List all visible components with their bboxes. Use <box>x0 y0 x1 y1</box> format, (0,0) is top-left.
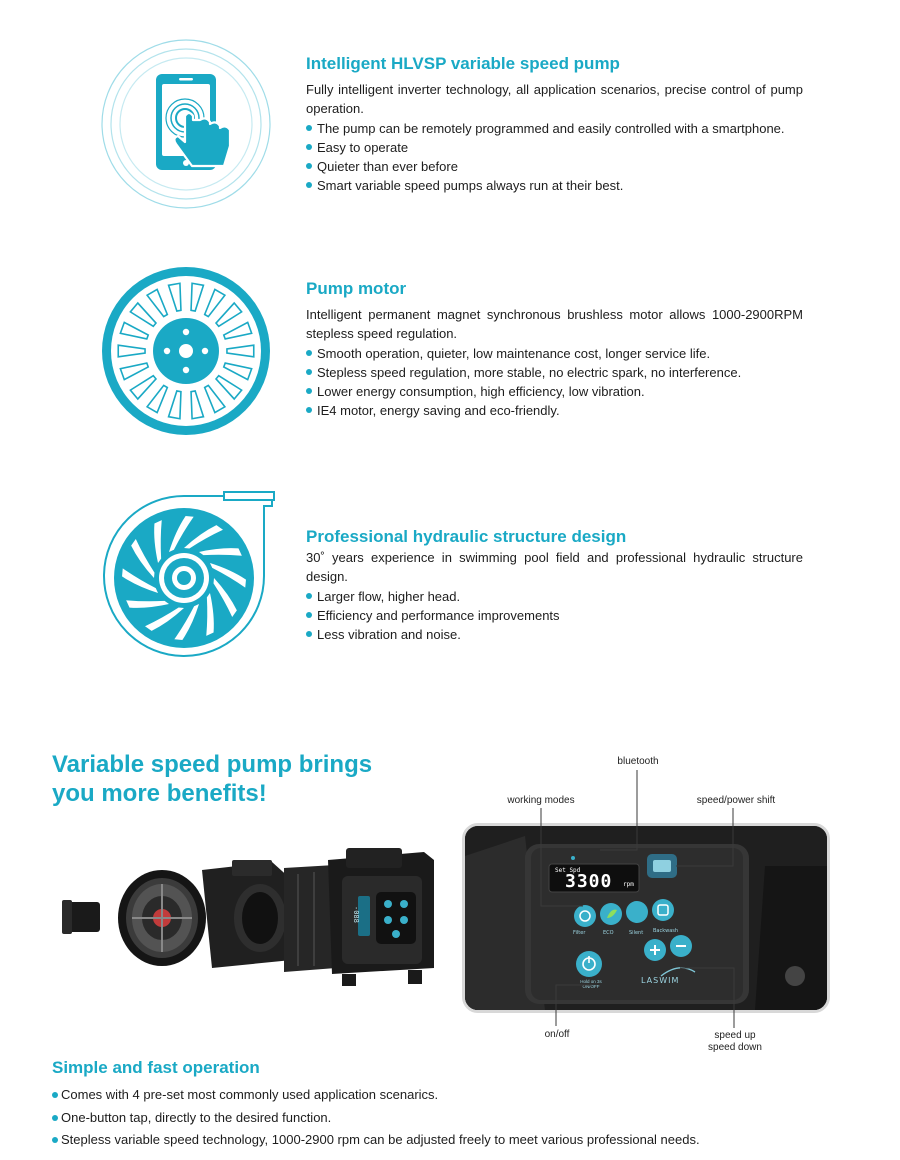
mode-label-eco: ECO <box>603 930 614 936</box>
simple-operation-list <box>52 1084 852 1152</box>
list-item: Comes with 4 pre-set most commonly used application scenarics. <box>52 1084 852 1107</box>
mode-label-silent: Silent <box>629 930 644 936</box>
list-item: Easy to operate <box>306 138 803 157</box>
list-item: Stepless speed regulation, more stable, no electric spark, no interference. <box>306 363 803 382</box>
benefits-title-line1: Variable speed pump brings <box>52 751 373 778</box>
mode-label-backwash: Backwash <box>653 928 679 934</box>
list-item: Smart variable speed pumps always run at their best. <box>306 176 803 195</box>
list-item: IE4 motor, energy saving and eco-friendly. <box>306 401 803 420</box>
list-item: The pump can be remotely programmed and easily controlled with a smartphone. <box>306 119 803 138</box>
feature-title-motor: Pump motor <box>306 279 407 298</box>
callout-bluetooth: bluetooth <box>617 756 659 767</box>
pump-small-display: -088 <box>352 906 360 923</box>
feature-description: Intelligent permanent magnet synchronous brushless motor allows 1000-2900RPM stepless speed regulation. <box>306 307 803 342</box>
feature-description: 30˚ years experience in swimming pool field and professional hydraulic structure design. <box>306 550 803 585</box>
callout-speed-up-down <box>696 1030 774 1054</box>
simple-operation-title: Simple and fast operation <box>52 1058 260 1077</box>
callout-on-off: on/off <box>544 1029 570 1040</box>
list-item: Quieter than ever before <box>306 157 803 176</box>
benefits-title-line2: you more benefits! <box>52 780 267 807</box>
mode-label-filter: Filter <box>573 930 586 936</box>
power-hint: Hold on 3s ON/OFF <box>580 979 602 989</box>
list-item: Larger flow, higher head. <box>306 587 803 606</box>
list-item: Efficiency and performance improvements <box>306 606 803 625</box>
display-label: Set Spd <box>555 867 581 874</box>
callout-speed-power-shift: speed/power shift <box>696 795 776 806</box>
list-item: Less vibration and noise. <box>306 625 803 644</box>
callout-speed-down: speed down <box>708 1042 762 1053</box>
feature-title-hydraulic: Professional hydraulic structure design <box>306 527 627 546</box>
feature-title-hlvsp: Intelligent HLVSP variable speed pump <box>306 54 620 73</box>
callout-speed-up: speed up <box>714 1030 756 1041</box>
display-value: 3300 <box>565 871 613 892</box>
brand-logo: LASWIM <box>641 976 680 985</box>
list-item: One-button tap, directly to the desired function. <box>52 1107 852 1130</box>
list-item: Stepless variable speed technology, 1000-2900 rpm can be adjusted freely to meet various professional needs. <box>52 1129 852 1152</box>
display-unit: rpm <box>623 881 634 888</box>
list-item: Lower energy consumption, high efficiency, low vibration. <box>306 382 803 401</box>
list-item: Smooth operation, quieter, low maintenance cost, longer service life. <box>306 344 803 363</box>
callout-working-modes: working modes <box>507 795 575 806</box>
feature-description: Fully intelligent inverter technology, all application scenarios, precise control of pump operation. <box>306 82 803 117</box>
